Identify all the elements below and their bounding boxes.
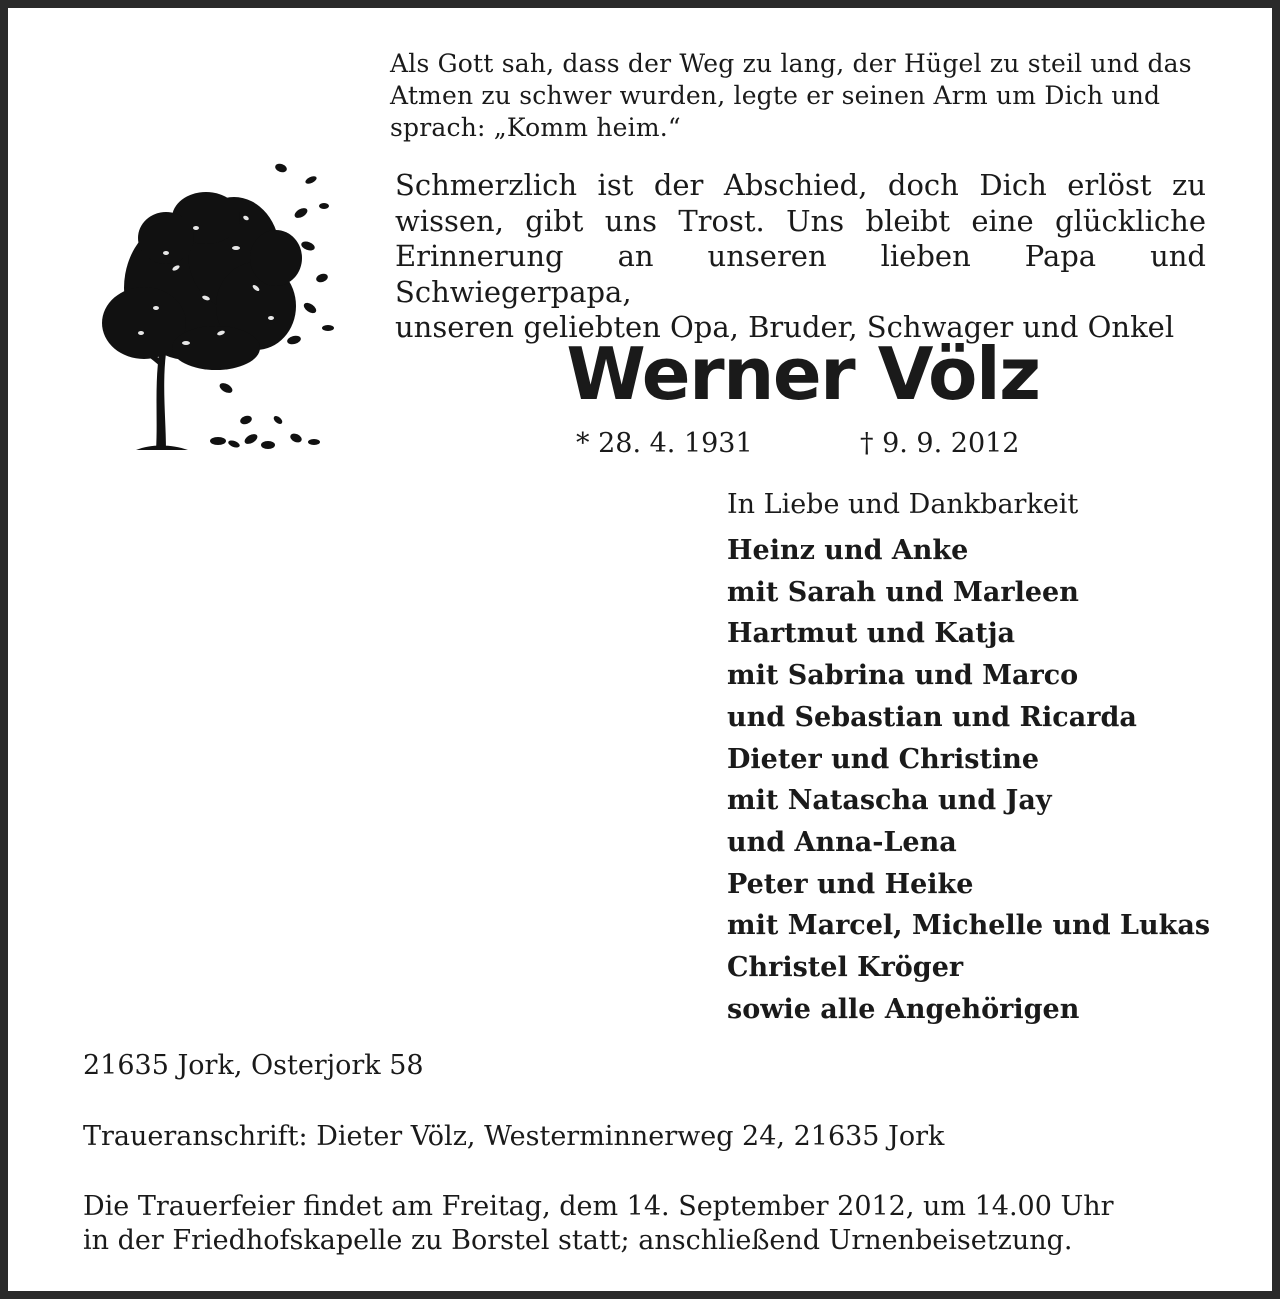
- mourner-line: mit Marcel, Michelle und Lukas: [727, 910, 1211, 942]
- mourner-line: Christel Kröger: [727, 952, 964, 984]
- deceased-name: Werner Völz: [566, 332, 1040, 416]
- mourners-intro: In Liebe und Dankbarkeit: [727, 489, 1079, 520]
- mourner-line: sowie alle Angehörigen: [727, 993, 1080, 1025]
- mourners-list: [727, 530, 1210, 1030]
- mourner-line: mit Natascha und Jay: [727, 785, 1052, 817]
- intro-line: Schmerzlich ist der Abschied, doch Dich erlöst zu: [395, 168, 1206, 202]
- intro-line: Erinnerung an unseren lieben Papa und Schwiegerpapa,: [395, 239, 1206, 309]
- mourner-line: und Anna-Lena: [727, 826, 957, 858]
- ceremony-line: in der Friedhofskapelle zu Borstel statt; anschließend Urnenbeisetzung.: [83, 1225, 1073, 1256]
- windblown-tree-icon: [96, 158, 346, 458]
- ceremony-line: Die Trauerfeier findet am Freitag, dem 14. September 2012, um 14.00 Uhr: [83, 1191, 1114, 1222]
- poem-line: Als Gott sah, dass der Weg zu lang, der Hügel zu steil und das: [390, 49, 1192, 78]
- mourner-line: mit Sabrina und Marco: [727, 660, 1079, 692]
- poem-line: sprach: „Komm heim.“: [390, 113, 681, 142]
- mourning-address: Traueranschrift: Dieter Völz, Westerminnerweg 24, 21635 Jork: [83, 1121, 945, 1152]
- mourner-line: Dieter und Christine: [727, 743, 1040, 775]
- poem: [390, 48, 1210, 144]
- birth-date: * 28. 4. 1931: [576, 428, 753, 459]
- mourner-line: Heinz und Anke: [727, 535, 969, 566]
- intro-line: wissen, gibt uns Trost. Uns bleibt eine glückliche: [395, 203, 1206, 238]
- poem-line: Atmen zu schwer wurden, legte er seinen Arm um Dich und: [390, 81, 1161, 110]
- mourner-line: und Sebastian und Ricarda: [727, 701, 1137, 733]
- intro-text: [395, 168, 1206, 346]
- intro-line: unseren geliebten Opa, Bruder, Schwager und Onkel: [395, 310, 1175, 344]
- mourner-line: Peter und Heike: [727, 868, 974, 900]
- mourner-line: mit Sarah und Marleen: [727, 576, 1079, 608]
- home-address: 21635 Jork, Osterjork 58: [83, 1050, 424, 1081]
- death-date: † 9. 9. 2012: [860, 428, 1020, 459]
- mourner-line: Hartmut und Katja: [727, 618, 1016, 650]
